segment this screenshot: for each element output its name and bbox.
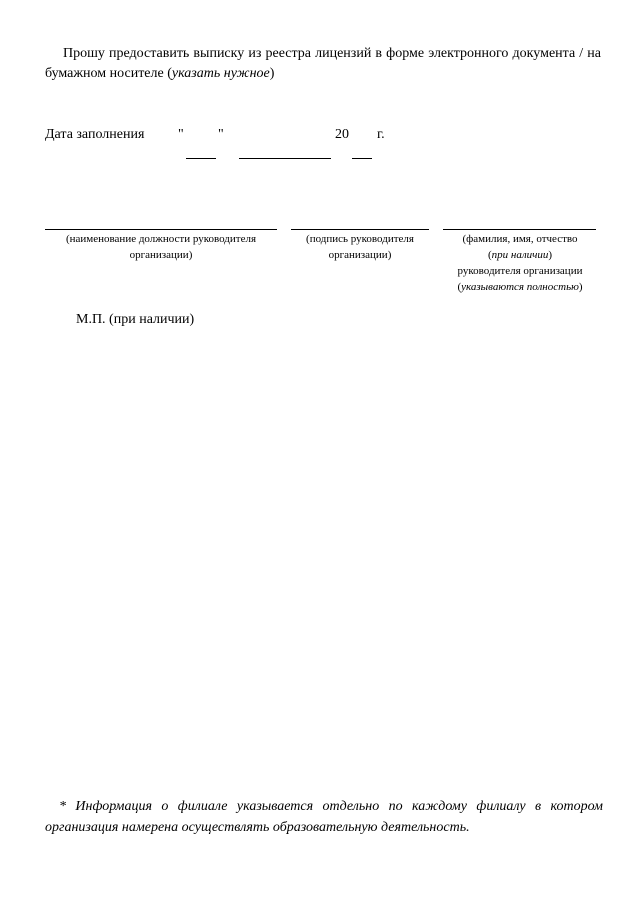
name-caption-line4: (указываются полностью) [457,281,583,293]
day-field-line[interactable] [186,158,216,159]
name-caption-line2-italic: при наличии [491,249,549,261]
position-caption [43,231,279,263]
name-caption-line3: руководителя организации [457,265,583,277]
name-caption-line4-italic: указываются полностью [461,281,579,293]
signature-caption-line1: (подпись руководителя [306,233,414,245]
signature-caption [289,231,431,263]
name-signature-line[interactable] [443,229,596,230]
name-caption [441,231,599,295]
date-label: Дата заполнения [45,127,145,142]
name-caption-line2: (при наличии) [487,249,553,261]
request-paragraph [45,44,601,84]
date-quote-open: " [178,127,184,142]
stamp-label: М.П. (при наличии) [76,312,195,327]
request-text-end: ) [269,66,275,81]
name-caption-line1: (фамилия, имя, отчество [462,233,578,245]
request-text-italic: указать нужное [171,66,270,81]
footnote: * Информация о филиале указывается отдельно по каждому филиалу в котором организация намерена осуществлять образовательную деятельность. [45,799,603,835]
date-quote-close: " [218,127,224,142]
position-caption-line1: (наименование должности руководителя [65,233,257,245]
month-field-line[interactable] [239,158,331,159]
year-field-line[interactable] [352,158,372,159]
position-caption-line2: организации) [129,249,193,261]
position-signature-line[interactable] [45,229,277,230]
date-century: 20 [335,127,349,142]
request-text: Прошу предоставить выписку из реестра лицензий в форме электронного документа / на бумажном носителе ( [45,46,601,81]
signature-caption-line2: организации) [328,249,392,261]
signature-line[interactable] [291,229,429,230]
date-year-suffix: г. [377,127,385,142]
